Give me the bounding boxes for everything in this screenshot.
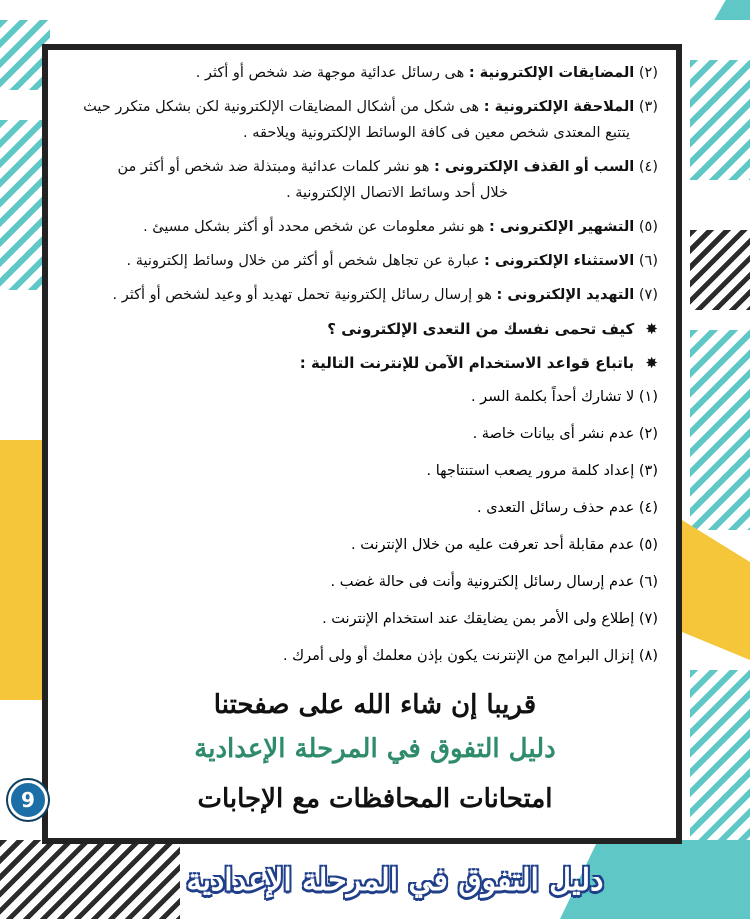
definition-item (66, 216, 658, 238)
question-heading (66, 318, 658, 340)
item-number: (٤) (638, 500, 658, 516)
term-label: الاستثناء الإلكترونى : (484, 253, 635, 269)
definition-text: هو نشر معلومات عن شخص محدد أو أكثر بشكل مسيئ . (143, 219, 485, 235)
item-number: (٥) (638, 537, 658, 553)
term-label: الملاحقة الإلكترونية : (483, 99, 635, 115)
list-item (66, 460, 658, 482)
list-item (66, 645, 658, 667)
definition-continuation: يتتبع المعتدى شخص معين فى كافة الوسائط الإلكترونية ويلاحقه . (243, 125, 630, 141)
tip-text: لا تشارك أحداً بكلمة السر . (470, 389, 635, 405)
item-number: (٦) (638, 253, 658, 269)
item-number: (٤) (638, 159, 658, 175)
tip-text: إطلاع ولى الأمر بمن يضايقك عند استخدام الإنترنت . (322, 611, 635, 627)
item-number: (٨) (638, 648, 658, 664)
item-number: (٢) (638, 65, 658, 81)
item-number: (٣) (638, 99, 658, 115)
tip-text: إنزال البرامج من الإنترنت يكون بإذن معلمك أو ولى أمرك . (282, 648, 635, 664)
tip-text: عدم إرسال رسائل إلكترونية وأنت فى حالة غضب . (330, 574, 635, 590)
definition-continuation: خلال أحد وسائط الاتصال الإلكترونية . (286, 185, 508, 201)
definition-text: هى رسائل عدائية موجهة ضد شخص أو أكثر . (195, 65, 465, 81)
item-number: (٦) (638, 574, 658, 590)
tip-text: عدم نشر أى بيانات خاصة . (472, 426, 635, 442)
term-label: المضايقات الإلكترونية : (468, 65, 635, 81)
bg-shape-yellow-right (682, 520, 750, 660)
promo-line-guide-title: دليل التفوق في المرحلة الإعدادية (194, 734, 556, 764)
tip-text: عدم مقابلة أحد تعرفت عليه من خلال الإنترنت . (351, 537, 635, 553)
item-number: (٢) (638, 426, 658, 442)
bg-stripes-top-right (690, 60, 750, 180)
promo-line-coming-soon: قريبا إن شاء الله على صفحتنا (213, 690, 537, 720)
page-number-badge: 9 (8, 780, 48, 820)
bg-shape-yellow-left (0, 440, 42, 700)
list-item (66, 386, 658, 408)
rules-heading-text: باتباع قواعد الاستخدام الآمن للإنترنت التالية : (299, 354, 635, 372)
item-number: (٧) (638, 287, 658, 303)
item-number: (٧) (638, 611, 658, 627)
promo-line-exams: امتحانات المحافظات مع الإجابات (197, 784, 553, 814)
definition-item (66, 156, 658, 178)
list-item (66, 608, 658, 630)
list-item (66, 534, 658, 556)
definition-item (66, 250, 658, 272)
bg-stripes-right-mid (690, 330, 750, 530)
definition-text: هو إرسال رسائل إلكترونية تحمل تهديد أو وعيد لشخص أو أكثر . (112, 287, 492, 303)
definition-text: هى شكل من أشكال المضايقات الإلكترونية لكن بشكل متكرر حيث (83, 99, 480, 115)
list-item (66, 497, 658, 519)
definition-text: هو نشر كلمات عدائية ومبتذلة ضد شخص أو أكثر من (117, 159, 430, 175)
bg-stripes-bottom-left (0, 840, 180, 919)
tip-text: عدم حذف رسائل التعدى . (476, 500, 635, 516)
question-text: كيف تحمى نفسك من التعدى الإلكترونى ؟ (327, 320, 635, 338)
star-icon: ✸ (645, 320, 658, 338)
list-item (66, 571, 658, 593)
bg-shape-teal-top (714, 0, 750, 20)
footer-banner-title: دليل التفوق في المرحلة الإعدادية (186, 863, 604, 898)
rules-heading (66, 352, 658, 374)
definition-text: عبارة عن تجاهل شخص أو أكثر من خلال وسائط إلكترونية . (126, 253, 480, 269)
star-icon: ✸ (645, 354, 658, 372)
bg-stripes-left (0, 120, 42, 290)
content-card (42, 44, 682, 844)
definition-item (66, 284, 658, 306)
item-number: (١) (638, 389, 658, 405)
term-label: السب أو القذف الإلكترونى : (433, 159, 635, 175)
bg-stripes-right (690, 230, 750, 310)
item-number: (٥) (638, 219, 658, 235)
term-label: التشهير الإلكترونى : (489, 219, 635, 235)
tip-text: إعداد كلمة مرور يصعب استنتاجها . (426, 463, 635, 479)
definition-item (66, 96, 658, 118)
term-label: التهديد الإلكترونى : (496, 287, 635, 303)
list-item (66, 423, 658, 445)
item-number: (٣) (638, 463, 658, 479)
definition-item (66, 62, 658, 84)
